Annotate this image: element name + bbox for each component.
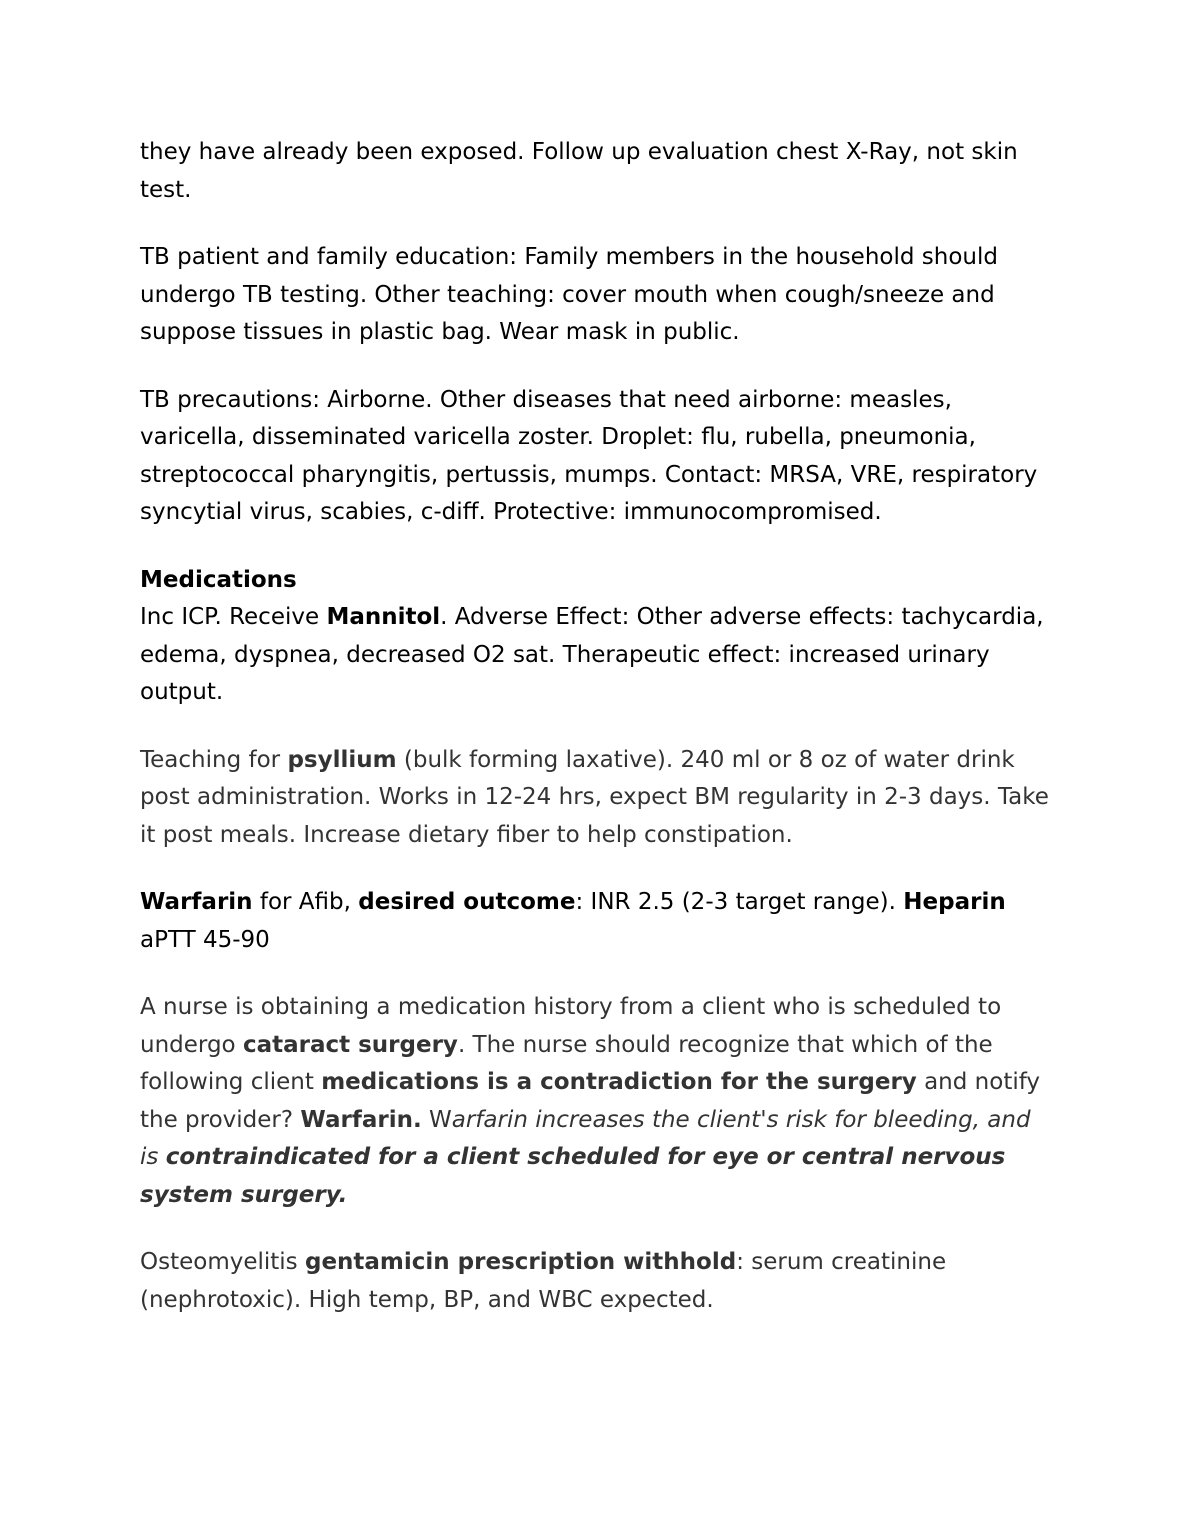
paragraph-psyllium bbox=[140, 742, 1050, 855]
mannitol-text-2: . Adverse Effect: Other adverse effects: tachycardia, edema, dyspnea, decreased O2 sat. Therapeutic effect: increased urinary output. bbox=[140, 604, 1044, 705]
cataract-text-4: W bbox=[421, 1106, 452, 1133]
warfarin-bold: Warfarin bbox=[140, 889, 253, 915]
tb-education-text: TB patient and family education: Family members in the household should undergo TB testing. Other teaching: cover mouth when cough/sneeze and suppose tissues in plastic bag. Wear mask in public. bbox=[140, 244, 998, 345]
psyllium-bold: psyllium bbox=[287, 746, 397, 773]
psyllium-text-1: Teaching for bbox=[140, 746, 288, 773]
medications-heading: Medications bbox=[140, 566, 297, 593]
cataract-text-2: . The nurse should recognize that which of the following client bbox=[140, 1031, 993, 1095]
mannitol-bold: Mannitol bbox=[326, 604, 441, 630]
psyllium-text-2: (bulk forming laxative). 240 ml or 8 oz of water drink post administration. Works in 12-24 hrs, expect BM regularity in 2-3 days. Take it post meals. Increase dietary fiber to help constipation. bbox=[140, 746, 1049, 848]
heparin-bold: Heparin bbox=[903, 889, 1006, 915]
rationale-italic: arfarin increases the client's risk for bleeding, and is bbox=[140, 1106, 1031, 1170]
cataract-text-1: A nurse is obtaining a medication history from a client who is scheduled to undergo bbox=[140, 994, 1002, 1058]
paragraph-cataract-question bbox=[140, 989, 1050, 1214]
warfarin-text-1: for Afib, bbox=[252, 889, 359, 915]
gentamicin-bold: gentamicin prescription withhold bbox=[304, 1249, 737, 1275]
osteomyelitis-text-1: Osteomyelitis bbox=[140, 1249, 305, 1275]
contraindicated-bold-italic: contraindicated for a client scheduled for eye or central nervous system surgery. bbox=[140, 1144, 1006, 1208]
cataract-surgery-bold: cataract surgery bbox=[242, 1031, 458, 1058]
desired-outcome-bold: desired outcome bbox=[358, 889, 576, 915]
paragraph-medications bbox=[140, 562, 1050, 712]
paragraph-tb-education bbox=[140, 239, 1050, 352]
document-page bbox=[140, 134, 1050, 1349]
paragraph-tb-precautions bbox=[140, 382, 1050, 532]
tb-followup-text: they have already been exposed. Follow up evaluation chest X-Ray, not skin test. bbox=[140, 139, 1018, 203]
heparin-text: aPTT 45-90 bbox=[140, 926, 270, 953]
tb-precautions-text: TB precautions: Airborne. Other diseases that need airborne: measles, varicella, disseminated varicella zoster. Droplet: flu, rubella, pneumonia, streptococcal pharyngitis, pertussis, mumps. Contact: MRSA, VRE, respiratory syncytial virus, scabies, c-diff. Protective: immunocompromised. bbox=[140, 386, 1038, 525]
paragraph-osteomyelitis bbox=[140, 1244, 1050, 1319]
warfarin-text-2: : INR 2.5 (2-3 target range). bbox=[575, 889, 904, 915]
paragraph-tb-followup bbox=[140, 134, 1050, 209]
osteomyelitis-text-2: : serum creatinine (nephrotoxic). High temp, BP, and WBC expected. bbox=[140, 1249, 947, 1313]
warfarin-answer-bold: Warfarin. bbox=[300, 1106, 422, 1133]
paragraph-warfarin bbox=[140, 884, 1050, 959]
contradiction-bold: medications is a contradiction for the surgery bbox=[321, 1069, 917, 1095]
cataract-text-3: and notify the provider? bbox=[140, 1069, 1041, 1133]
mannitol-text-1: Inc ICP. Receive bbox=[140, 604, 327, 630]
